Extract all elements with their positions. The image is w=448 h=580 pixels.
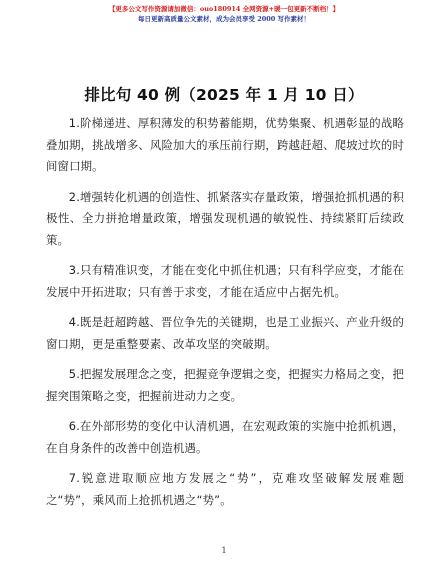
document-title: 排比句 40 例（2025 年 1 月 10 日） [84, 86, 364, 104]
promo-banner-line-2: 每日更新高质量公文素材，成为会员享受 2000 写作素材！ [137, 15, 311, 23]
paragraph-3: 3.只有精准识变，才能在变化中抓住机遇；只有科学应变，才能在发展中开拓进取；只有善于求变，才能在适应中占据先机。 [46, 263, 404, 299]
paragraph-7: 7.锐意进取顺应地方发展之“势”，克难攻坚破解发展难题之“势”，乘风而上抢抓机遇之“势”。 [46, 471, 404, 507]
promo-banner-line-1: 【更多公文写作资源请加微信：ouo180914 全网资源+暖一包更新不断档！】 [108, 5, 340, 13]
paragraph-5: 5.把握发展理念之变，把握竞争逻辑之变，把握实力格局之变，把握突围策略之变，把握前进动力之变。 [46, 367, 404, 403]
paragraph-2: 2.增强转化机遇的创造性、抓紧落实存量政策，增强抢抓机遇的积极性、全力拼抢增量政策，增强发现机遇的敏锐性、持续紧盯后续政策。 [46, 189, 404, 247]
paragraph-4: 4.既是赶超跨越、晋位争先的关键期，也是工业振兴、产业升级的窗口期，更是重整要素、改革攻坚的突破期。 [46, 315, 404, 351]
paragraph-1: 1.阶梯递进、厚积薄发的积势蓄能期，优势集聚、机遇彰显的战略叠加期，挑战增多、风险加大的承压前行期，跨越赶超、爬坡过坎的时间窗口期。 [46, 116, 404, 173]
page-number: 1 [221, 546, 227, 555]
promo-banner [0, 4, 448, 24]
paragraph-6: 6.在外部形势的变化中认清机遇，在宏观政策的实施中抢抓机遇，在自身条件的改善中创造机遇。 [46, 419, 404, 455]
document-body [46, 113, 404, 520]
